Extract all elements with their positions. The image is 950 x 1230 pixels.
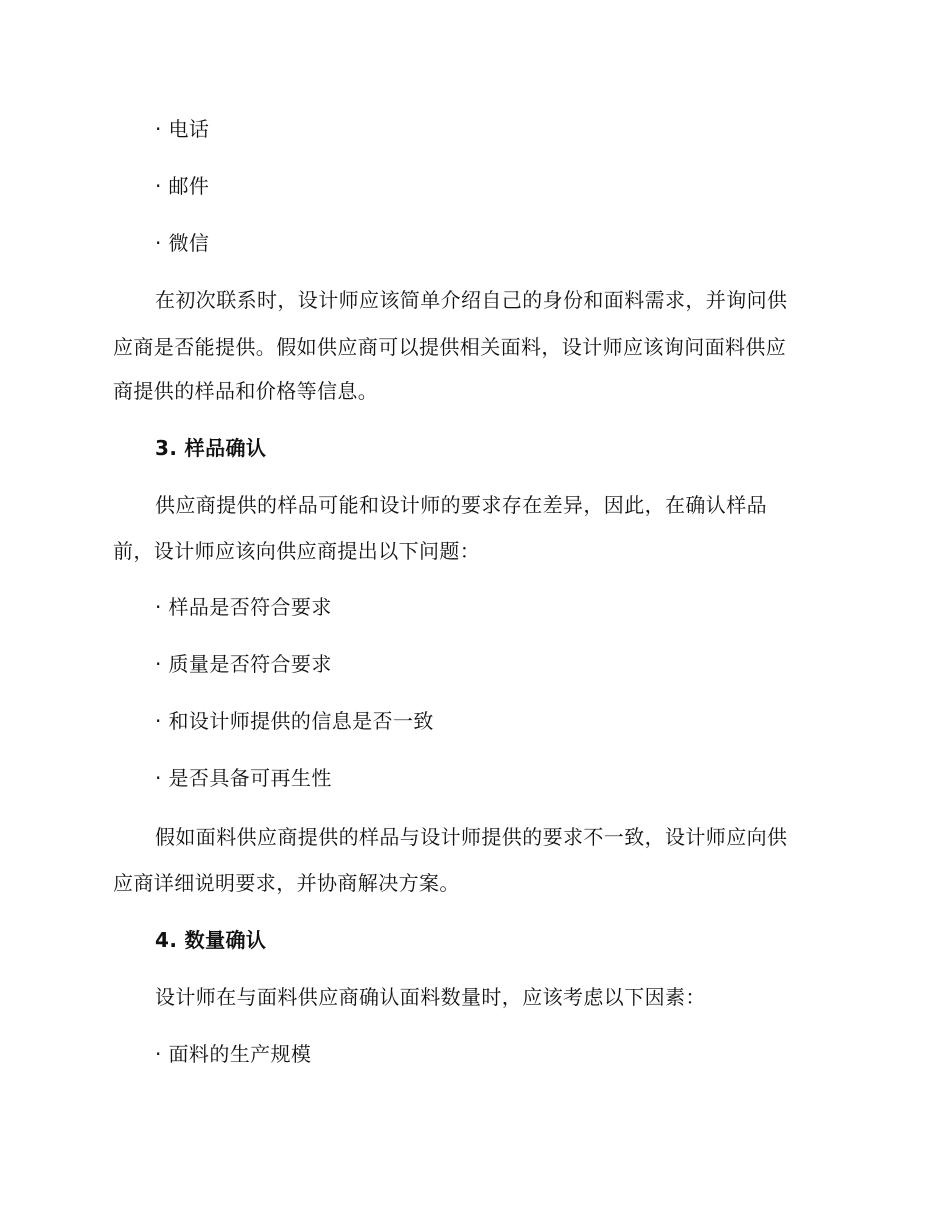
paragraph-line: 假如面料供应商提供的样品与设计师提供的要求不一致，设计师应向供 <box>155 825 788 849</box>
list-item: · 质量是否符合要求 <box>155 652 332 676</box>
paragraph-line: 应商是否能提供。假如供应商可以提供相关面料，设计师应该询问面料供应 <box>113 335 787 359</box>
list-item: · 是否具备可再生性 <box>155 766 332 790</box>
section-heading: 3. 样品确认 <box>155 436 267 460</box>
paragraph-line: 应商详细说明要求，并协商解决方案。 <box>113 871 460 895</box>
paragraph-line: 在初次联系时，设计师应该简单介绍自己的身份和面料需求，并询问供 <box>155 288 788 312</box>
list-item: · 电话 <box>155 117 210 141</box>
paragraph-line: 前，设计师应该向供应商提出以下问题： <box>113 539 481 563</box>
paragraph-line: 商提供的样品和价格等信息。 <box>113 379 379 403</box>
list-item: · 面料的生产规模 <box>155 1042 312 1066</box>
list-item: · 和设计师提供的信息是否一致 <box>155 709 434 733</box>
paragraph-line: 供应商提供的样品可能和设计师的要求存在差异，因此，在确认样品 <box>155 493 767 517</box>
list-item: · 邮件 <box>155 174 210 198</box>
section-heading: 4. 数量确认 <box>155 928 267 952</box>
list-item: · 微信 <box>155 231 210 255</box>
list-item: · 样品是否符合要求 <box>155 595 332 619</box>
paragraph-line: 设计师在与面料供应商确认面料数量时，应该考虑以下因素： <box>155 985 706 1009</box>
